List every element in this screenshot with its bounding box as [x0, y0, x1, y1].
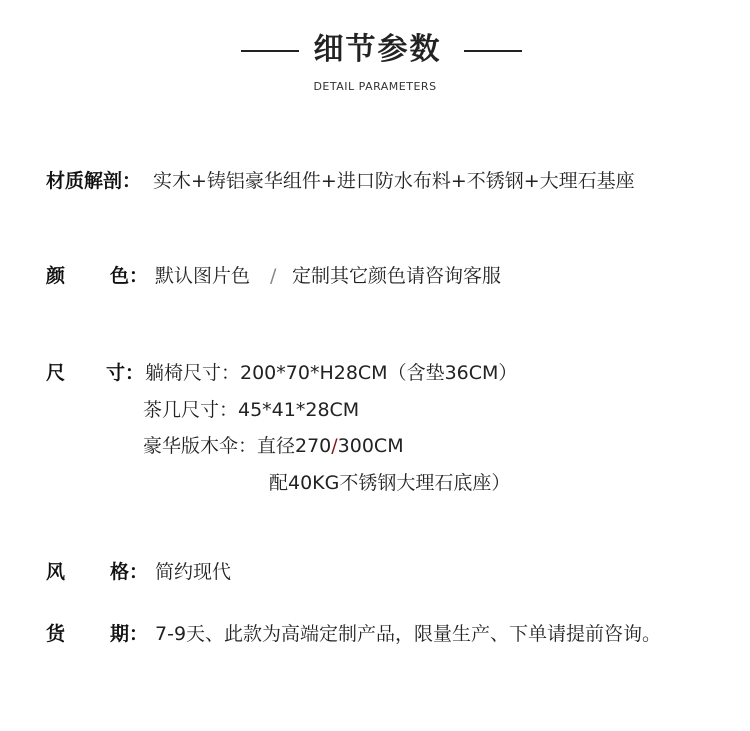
- umbrella-diameter-a: 豪华版木伞：直径270: [143, 435, 332, 457]
- style-value: 简约现代: [155, 561, 232, 583]
- size-line-umbrella: [143, 431, 404, 461]
- material-label: 材质解剖：: [46, 170, 142, 192]
- style-label-char-1: 风: [46, 561, 66, 583]
- size-line-lounger: 躺椅尺寸：200*70*H28CM（含垫36CM）: [145, 362, 518, 384]
- size-label-char-1: 尺: [46, 362, 66, 384]
- color-label-char-1: 颜: [46, 265, 66, 287]
- style-label-char-2: 格：: [110, 561, 149, 583]
- size-line-table: 茶几尺寸：45*41*28CM: [143, 399, 360, 421]
- size-row-table: [0, 395, 750, 425]
- size-label-char-2: 寸：: [106, 362, 145, 384]
- color-value-custom: 定制其它颜色请咨询客服: [292, 265, 502, 287]
- delivery-row: [0, 619, 750, 649]
- umbrella-slash: /: [331, 435, 338, 457]
- delivery-value: 7-9天、此款为高端定制产品，限量生产、下单请提前咨询。: [155, 623, 662, 645]
- color-row: [0, 261, 750, 291]
- page-header: [0, 26, 750, 76]
- delivery-label-char-1: 货: [46, 623, 66, 645]
- style-row: [0, 557, 750, 587]
- title-divider-left: [241, 50, 299, 52]
- size-line-base: 配40KG不锈钢大理石底座）: [269, 472, 511, 494]
- material-row: [0, 166, 750, 196]
- color-separator: /: [270, 265, 277, 287]
- title-divider-right: [464, 50, 522, 52]
- size-row: [0, 358, 750, 388]
- size-row-base: [0, 468, 750, 498]
- page-title: 细节参数: [313, 32, 442, 67]
- color-label-char-2: 色：: [110, 265, 149, 287]
- size-row-umbrella: [0, 431, 750, 461]
- color-value-default: 默认图片色: [155, 265, 251, 287]
- page-subtitle: DETAIL PARAMETERS: [313, 80, 437, 93]
- material-value: 实木+铸铝豪华组件+进口防水布料+不锈钢+大理石基座: [153, 170, 635, 192]
- delivery-label-char-2: 期：: [110, 623, 149, 645]
- umbrella-diameter-b: 300CM: [337, 435, 404, 457]
